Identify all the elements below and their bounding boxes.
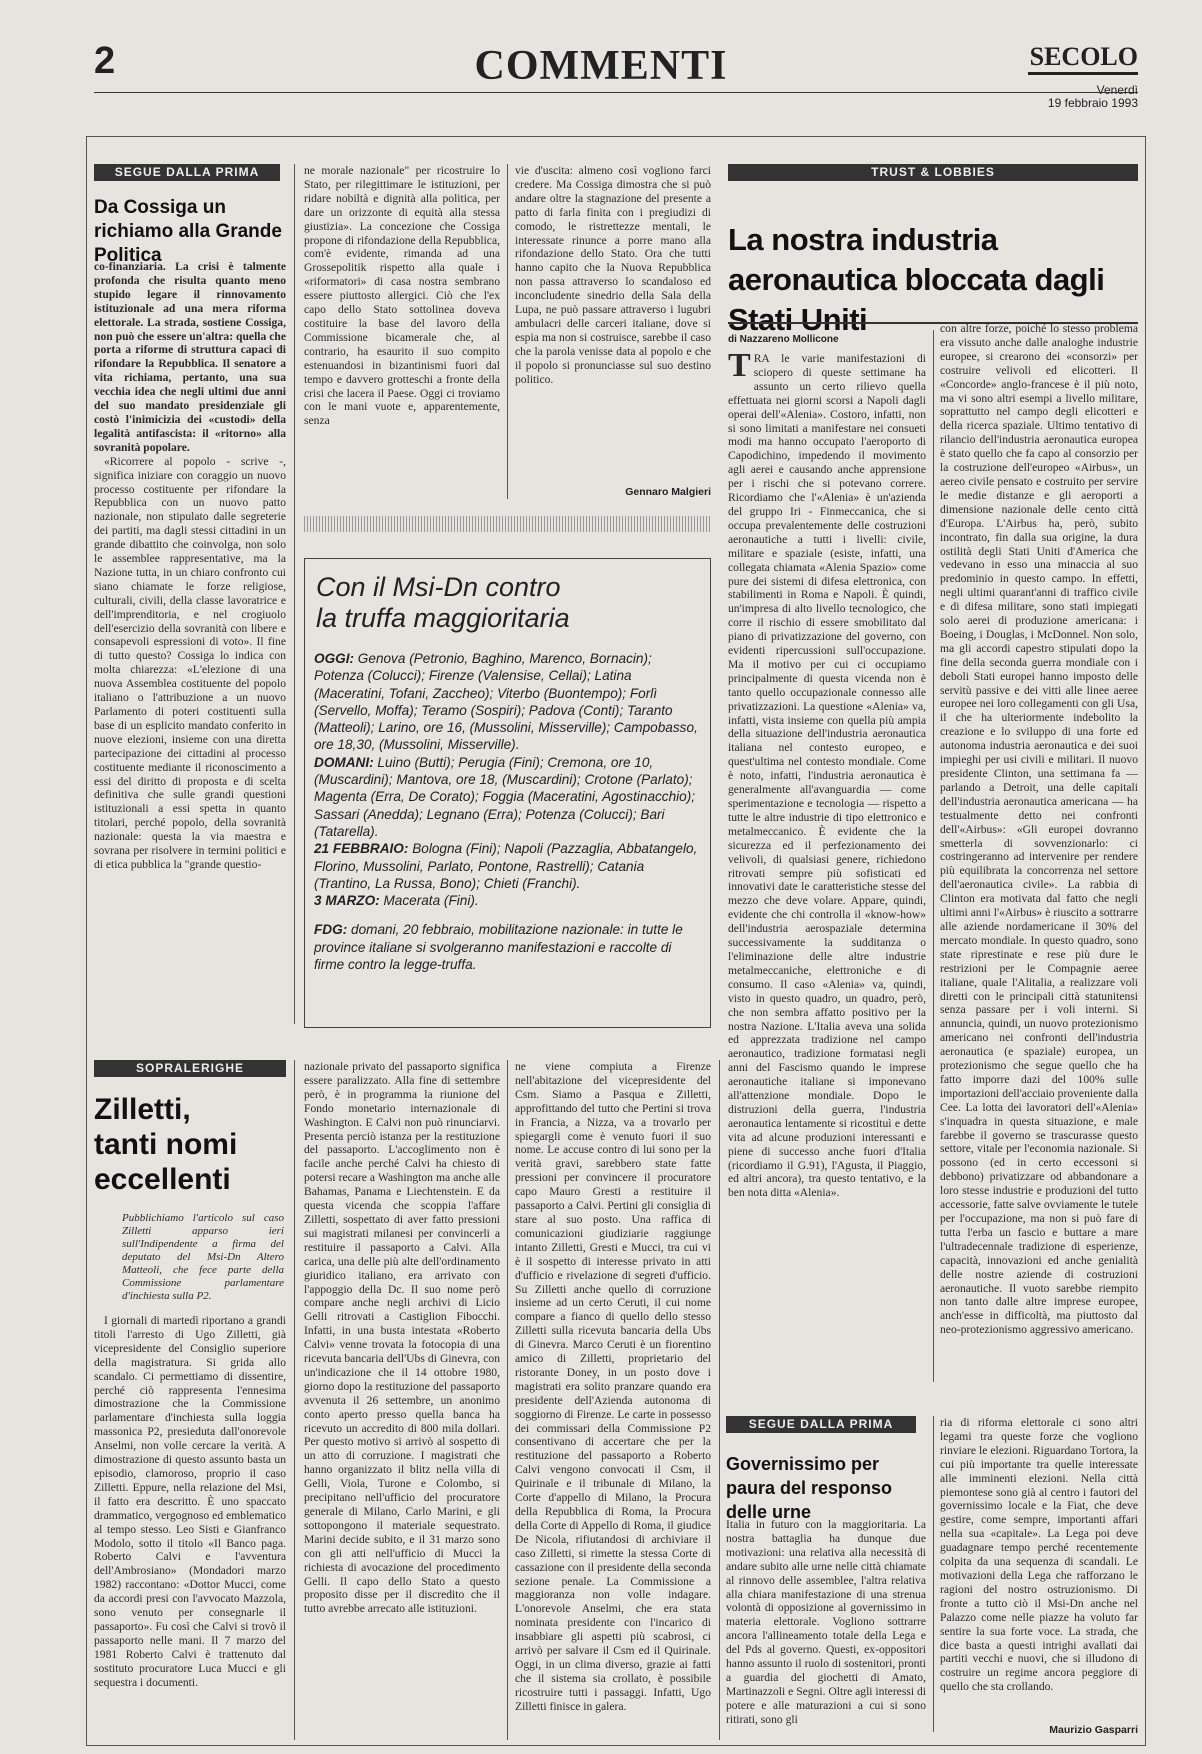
article3-body-2: nazionale privato del passaporto significa essere paralizzato. Alla fine di settembre però, è in programma la riunione del Fondo monetario internazionale di Washington. E Calvi non può rinunciarvi. Presenta perciò istanza per la restituzione del passaporto. L'accoglimento non è facile anche perché Calvi ha chiesto di potersi recare a Washington ma anche alle Bahamas, Panama e Liechtenstein. E da questa vicenda che scoppia l'affare Zilletti, sospettato di aver fatto pressioni sui magistrati milanesi per convincerli a restituire il passaporto a Calvi. Alla carica, una delle più alte dell'ordinamento giuridico italiano, era arrivato con l'appoggio della Dc. Il suo nome però compare anche negli archivi di Licio Gelli ritrovati a Castiglion Fibocchi. Infatti, in una busta intestata «Roberto Calvi» venne trovata la fotocopia di una ricevuta bancaria dell'Ubs di Ginevra, con un'indicazione che il 14 ottobre 1980, giorno dopo la restituzione del passaporto avvenuta il 26 settembre, un anonimo conto aperto presso quella banca ha ricevuto un accredito di 800 mila dollari. Per questo motivo si arrivò al sospetto di un atto di corruzione. I magistrati che hanno organizzato il blitz nella villa di Gelli, Viola, Turone e Colombo, si precipitano nell'ufficio del procuratore generale di Milano, Carlo Marini, e gli sottopongono il materiale sequestrato. Marini decide subito, e il 31 marzo sono con gli atti nell'ufficio di Mucci la richiesta di avocazione del procedimento Gelli. Il capo dello Stato a questo proposito disse per il discredito che il tutto avrebbe arrecato alle istituzioni.	[304, 1060, 500, 1616]
article3-column-3	[515, 1060, 711, 1740]
article4-body-2: ria di riforma elettorale ci sono altri legami tra queste forze che vogliono rinviare le elezioni. Riguardano Tortora, la cui più importante tra quelle interessate alle imminenti elezioni. Nella città piemontese sono già al centro i fautori del governissimo locale e la Fiat, che deve gestire, come sempre, importanti affari nella sua «capitale». La Lega poi deve guadagnare tempo perché recentemente colpita da una sequenza di scandali. Le motivazioni della Lega che rafforzano le ragioni del nostro ostruzionismo. Di fronte a tutto ciò il Msi-Dn anche nel Palazzo come nelle piazze ha voluto far sentire la sua forte voce. La strada, che dice basta a questi intrighi avallati dai partiti vecchi e nuovi, che si illudono di costruire un regime ancora peggiore di quello che sta crollando.	[940, 1416, 1138, 1694]
box-domani	[314, 754, 703, 840]
decorative-divider	[304, 516, 711, 532]
article1-signature: Gennaro Malgieri	[625, 486, 711, 498]
article1-lead: co-finanziaria. La crisi è talmente profonda che risulta quanto meno stupido legare il rinnovamento istituzionale ad una mera riforma elettorale. La strada, sostiene Cossiga, non può che essere un'altra: quella che porta a riforme di struttura capaci di rifondare la Repubblica. Il senatore a vita richiama, pertanto, una sua vecchia idea che negli ultimi due anni del suo mandato presidenziale gli costò l'inimicizia dei «custodi» della legalità antifascista: il «ritorno» alla sovranità popolare.	[94, 260, 286, 454]
page-number: 2	[94, 40, 116, 82]
box-title-line1: Con il Msi-Dn contro	[316, 572, 561, 602]
domani-text: Luino (Butti); Perugia (Fini); Cremona, ore 10, (Muscardini); Mantova, ore 18, (Muscardini); Crotone (Parlato); Magenta (Erra, De Corato); Foggia (Maceratini, Agostinacchio); Sassari (Anedda); Legnano (Erra); Potenza (Colucci); Bari (Tatarella).	[314, 754, 696, 839]
column-rule	[294, 164, 295, 1024]
article1-body-2: ne morale nazionale" per ricostruire lo Stato, per rilegittimare le istituzioni, per ridare nobiltà e dignità alla politica, per dare un orizzonte di equità alla stessa giustizia». La concezione che Cossiga propone di rifondazione della Repubblica, com'è evidente, rimanda ad una Grossepolitik rispetto alla quale i «riformatori» di casa nostra sembrano essere piuttosto allergici. Ciò che l'ex capo dello Stato sottolinea doveva costituire la base del lavoro della Commissione bicamerale che, al contrario, ha esaurito il suo compito estenuandosi in bizantinismi fuori dal tempo e davvero grotteschi a fronte della crisi che lacera il Paese. Oggi ci troviamo con le mani vuote e, apparentemente, senza	[304, 164, 500, 428]
issue-weekday: Venerdì	[1096, 83, 1138, 97]
article3-body-1: I giornali di martedì riportano a grandi titoli l'arresto di Ugo Zilletti, già vicepresidente del Consiglio superiore della magistratura. Si grida allo scandalo. Ci permettiamo di dissentire, perché ciò rappresenta l'ennesima dimostrazione che la Commissione parlamentare d'inchiesta sulla loggia massonica P2, presieduta dall'onorevole Anselmi, non volle cercare la verità. A dimostrazione di questo assunto basta un episodio, clamoroso, proprio il caso Zilletti. Eppure, nella relazione del Msi, il fatto era descritto. È uno spaccato drammatico, vergognoso ed emblematico al tempo stesso. Leo Sisti e Gianfranco Modolo, sotto il titolo «Il Banco paga. Roberto Calvi e l'avventura dell'Ambrosiano» (Mondadori marzo 1982) raccontano: «Dottor Mucci, come da accordi presi con l'avvocato Mazzola, sono venuto per consegnarle il passaporto». Fu così che Calvi si trovò il passaporto nelle mani. Il 7 marzo del 1981 Roberto Calvi è trattenuto dal sostituto procuratore Luca Mucci e gli sequestra i documenti.	[94, 1314, 286, 1689]
article1-column-2	[304, 164, 500, 499]
article3-title-line3: eccellenti	[94, 1163, 231, 1196]
article1-title: Da Cossiga un richiamo alla Grande Politica	[94, 197, 282, 266]
header-rule	[94, 92, 1138, 93]
oggi-label: OGGI:	[314, 651, 355, 666]
article3-body-3: ne viene compiuta a Firenze nell'abitazione del vicepresidente del Csm. Siamo a Pasqua e Zilletti, approfittando del tutto che Pertini si trova in Francia, a Nizza, va a trovarlo per spiegargli come è venuto fuori il suo nome. Le accuse contro di lui sono per la verità gravi, sarebbero state fatte pressioni per convincere il procuratore capo Mauro Gresti a restituire il passaporto a Calvi. Pertini gli consiglia di stare al suo posto. Una raffica di comunicazioni giudiziarie raggiunge intanto Zilletti, Gresti e Mucci, tra cui vi è il sospetto di interesse privato in atti d'ufficio e rivelazione di segreti d'ufficio. Su Zilletti anche quello di corruzione insieme ad un certo Ceruti, il cui nome compare a fianco di quello dello stesso Zilletti sulla ricevuta bancaria della Ubs di Ginevra. Marco Ceruti è un fiorentino amico di Zilletti, proprietario del ristorante Doney, in un posto dove i magistrati era solito pranzare quando era presidente dell'Azienda autonoma di soggiorno di Firenze. Le carte in possesso dei commissari della Commissione P2 consentivano di accertare che per la restituzione del passaporto a Roberto Calvi vengono convocati il Csm, il Quirinale e il tribunale di Milano, la Corte d'appello di Milano, la Procura della Repubblica di Roma, la Procura della Corte di Appello di Roma, il giudice De Nicola, rifiutandosi di archiviare il caso Zilletti, si rimette la stessa Corte di cassazione con il presidente della seconda sezione penale. La Commissione a maggioranza non volle indagare. L'onorevole Anselmi, che era stata nominata presidente con l'incarico di insabbiare gli aspetti più scabrosi, ci arrivò per salvare il Csm ed il Quirinale. Oggi, in un clima diverso, grazie ai fatti che il sistema sia crollato, è possibile ricostruire tutti i passaggi. Infatti, Ugo Zilletti finisce in galera.	[515, 1060, 711, 1713]
column-rule	[719, 1060, 720, 1740]
box-oggi	[314, 650, 703, 754]
fdg-text: domani, 20 febbraio, mobilitazione nazionale: in tutte le province italiane si svolgeranno manifestazioni e raccolte di firme contro la legge-truffa.	[314, 922, 683, 973]
feb21-text: Bologna (Fini); Napoli (Pazzaglia, Abbatangelo, Florino, Mussolini, Parlato, Pontone, Rastrelli); Catania (Trantino, La Russa, Bono); Chieti (Franchi).	[314, 841, 698, 891]
article2-column-2	[940, 322, 1138, 1398]
oggi-text: Genova (Petronio, Baghino, Marenco, Bornacin); Potenza (Colucci); Firenze (Valensise, Cellai); Latina (Maceratini, Tofani, Zaccheo); Viterbo (Buontempo); Forlì (Servello, Moffa); Teramo (Sospiri); Padova (Conti); Taranto (Matteoli); Larino, ore 16, (Mussolini, Misserville); Campobasso, ore 18,30, (Mussolini, Misserville).	[314, 651, 698, 753]
article1-kicker: SEGUE DALLA PRIMA	[94, 164, 280, 181]
article1-column-1	[94, 260, 286, 1024]
article4-title: Governissimo per paura del responso delle urne	[726, 1454, 893, 1522]
domani-label: DOMANI:	[314, 754, 374, 770]
box-3-marzo	[314, 892, 703, 909]
column-rule	[507, 1060, 508, 1740]
article4-kicker: SEGUE DALLA PRIMA	[726, 1416, 916, 1433]
feb21-label: 21 FEBBRAIO:	[314, 841, 409, 857]
newspaper-logo: SECOLO	[1028, 42, 1138, 75]
issue-date-text: 19 febbraio 1993	[1047, 96, 1138, 110]
article4-body-1: Italia in futuro con la maggioritaria. La nostra battaglia ha dunque due motivazioni: una relativa alla necessità di andare subito alle urne nelle città chiamate al rinnovo delle assemblee, l'altra relativa alla chiara manifestazione di una strenua volontà di opposizione al governissimo in materia elettorale. Vogliono sottrarre ancora l'allineamento totale della Lega e del Pds al governo. Questi, ex-oppositori hanno assunto il ruolo di sostenitori, pronti a guardia del giochetti di Amato, Martinazzoli e Segni. Oltre agli interessi di potere e alle maturazioni a cui si sono ritirati, sono gli	[726, 1518, 926, 1726]
article3-title-line2: tanti nomi	[94, 1128, 238, 1161]
article1-body-1: «Ricorrere al popolo - scrive -, significa iniziare con coraggio un nuovo processo costituente per rifondare la Repubblica con un nuovo patto nazionale, non stipulato dalle segreterie dei partiti, ma dagli stessi cittadini in un grande dibattito che coinvolga, non solo le assemblee rappresentative, ma la Nazione tutta, in un chiaro confronto cui siano chiamate le forze religiose, culturali, civili, della classe lavoratrice e dell'imprenditoria, e nel crogiuolo dell'esercizio della sovranità con libere e consapevoli espressioni di voto». Il fine di tutto questo? Cossiga lo indica con molta chiarezza: «L'elezione di una nuova Assemblea costituente del popolo italiano o l'attribuzione a un nuovo Parlamento di poteri costituenti sulla base di un esplicito mandato conferito in nuove elezioni, insieme con una diretta partecipazione dei cittadini al processo costituente mediante il riconoscimento a essi del diritto di proposta e di scelta definitiva che sulle grandi questioni istituzionali a essi spetta in quanto titolari, perché popolo, della sovranità nazionale: questa la via maestra e sovrana per risolvere in termini politici e di etica pubblica la "grande questio-	[94, 454, 286, 871]
article3-kicker: SOPRALERIGHE	[94, 1060, 286, 1077]
article2-kicker: TRUST & LOBBIES	[728, 164, 1138, 181]
box-title	[316, 572, 696, 634]
article1-body-3: vie d'uscita: almeno così vogliono farci credere. Ma Cossiga dimostra che si può andare oltre la stagnazione del presente a patto di farla finita con i pregiudizi di comodo, le ristrettezze mentali, le interessate rinunce a porre mano alla rifondazione dello Stato. Ora che tutti hanno capito che la Nuova Repubblica non passa attraverso lo scandaloso ed inconcludente sinedrio della Sala della Lupa, ne può passare attraverso i lugubri ambulacri delle carceri italiane, dove si espia ma non si costruisce, sarebbe il caso che la parola venisse data al popolo e che il popolo si pronunciasse sul suo destino politico.	[515, 164, 711, 386]
column-rule	[507, 164, 508, 499]
box-21-febbraio	[314, 840, 703, 892]
article2-body-2: con altre forze, poiché lo stesso problema era vissuto anche dalle analoghe industrie europee, si crearono dei «consorzi» per costruire velivoli ed elicotteri. Il «Concorde» anglo-francese è il più noto, ma vi sono altri esempi a livello militare, soprattutto nel campo degli elicotteri e della ricerca spaziale. Ultimo tentativo di rilancio dell'industria aeronautica europea è stato quello che fa capo al consorzio per la costruzione dell'europeo «Airbus», un aereo civile pensato e costruito per servire le medie distanze e gli aeroporti a dimensione nazionale delle cento città d'Europa. L'Airbus ha, però, subito incontrato, fin dalla sua origine, la dura ostilità degli Stati Uniti d'America che vedevano in esso una minaccia al suo predominio in questo campo. In effetti, negli ultimi quarant'anni di traffico civile e di difesa militare, sono stati impiegati solo aerei di produzione americana: i Boeing, i Douglas, i McDonnel. Non solo, ma gli accordi capestro stipulati dopo la fine della seconda guerra mondiale con i deboli Stati europei hanno imposto delle servitù passive e dei vitti alle linee aeree europee nei loro collegamenti con gli Usa, il che ha ulteriormente indebolito la creazione e lo sviluppo di una forte ed autonoma industria aeronautica e dei suoi impieghi per usi civili e militari. Il nuovo presidente Clinton, una settimana fa — parlando a Detroit, una delle capitali dell'industria aeronautica americana — ha testualmente detto nei confronti dell'«Airbus»: «Gli europei dovranno smetterla di sovvenzionarlo: ci costringeranno ad intervenire per rendere più equilibrata la concorrenza nel settore dell'aeronautica civile». La rabbia di Clinton era motivata dal fatto che negli ultimi anni l'«Airbus» è riuscito a sottrarre alle aziende nordamericane il 30% del mercato mondiale. In questo quadro, sono state riprestinate e rese più dure le restrizioni per le Compagnie aeree italiane, quale l'Alitalia, a realizzare voli diretti con le principali città statunitensi senza passare per i voli interni. Si annuncia, quindi, un nuovo protezionismo americano nei confronti dell'industria aeronautica (e spaziale) europea, un protezionismo che segue quello che ha fatto imporre dazi del 100% sulle importazioni dell'acciaio proveniente dalla Cee. La lotta dei lavoratori dell'«Alenia» s'inquadra in questa situazione, e male farebbe il governo se trascurasse questo settore, vitale per l'economia nazionale. Si possono (ed in certo eccessoni si debbono) privatizzare od abbandonare a loro stesse industrie e produzioni del tutto accessorie, fatte salve ovviamente le tutele per l'occupazione, ma non si può fare di tutta l'erba un fascio e buttare a mare l'ultradecennale tradizione di esperienze, capacità, innovazioni ed anche genialità delle nostre aziende di costruzioni aeronautiche. Il vuoto sarebbe riempito non tanto dalle altre imprese europee, anch'esse in difficoltà, ma piuttosto dal neo-protezionismo aggressivo americano.	[940, 322, 1138, 1337]
article3-column-1	[94, 1314, 286, 1740]
article2-dropcap: T	[728, 352, 751, 384]
issue-date	[1000, 84, 1138, 110]
article3-column-2	[304, 1060, 500, 1740]
section-title: COMMENTI	[474, 43, 728, 89]
article2-body-1: RA le varie manifestazioni di sciopero di queste settimane ha assunto un certo rilievo quella effettuata nei giorni scorsi a Napoli dagli operai dell'«Alenia». Costoro, infatti, non si sono limitati a manifestare nei consueti modi ma hanno occupato l'aeroporto di Capodichino, impedendo il movimento agli aerei e causando anche apprensione per i rischi che si potevano correre. Ricordiamo che l'«Alenia» è un'azienda del gruppo Iri - Finmeccanica, che si occupa prevalentemente delle costruzioni aeronautiche a tutti i livelli: civile, militare e spaziale (esiste, infatti, una collegata chiamata «Alenia Spazio» come pure dei sistemi di difesa elettronica, con stabilimenti in Roma e Napoli. È quindi, un'impresa di alto livello tecnologico, che corre il rischio di essere smobilitato dal piano di privatizzazione del governo, con evidenti ripercussioni sull'occupazione. Ma il motivo per cui ci occupiamo principalmente di questa vicenda non è tanto quello occupazionale connesso alle privatizzazioni. La questione «Alenia» va, infatti, vista insieme con quella più ampia della situazione dell'industria aeronautica italiana nel contesto europeo, e quest'ultima nel contesto mondiale. Come è noto, infatti, l'industria aeronautica è generalmente all'avanguardia — come sperimentazione e tecnologia — rispetto a tutte le altre industrie di tipo elettronico e metalmeccanico. È evidente che la sicurezza ed il perfezionamento dei velivoli, di qualsiasi genere, richiedono ritrovati sempre più sofisticati ed innovativi date le caratteristiche stesse del mezzo che deve volare. Appare, quindi, evidente che chi controlla il «know-how» dell'industria aerospaziale determina successivamente la sudditanza o l'eliminazione delle altre industrie metalmeccaniche, elettroniche e di consumo. Il caso «Alenia» va, quindi, visto in questo quadro, un quadro, però, che non sembra affatto positivo per la nostra Nazione. L'Italia aveva una solida ed apprezzata tradizione nel campo aeronautico, tradizione formatasi negli anni del Fascismo quando le imprese aeronautiche italiane si imponevano all'attenzione mondiale. Dopo le distruzioni della guerra, l'industria aeronautica lentamente si ricostituì e dette vita ad alcune produzioni interessanti e piene di successo anche fuori d'Italia (ricordiamo il G.91), l'Agusta, il Piaggio, ed altri ancora), tra questo tentativo, e la ben nota ditta «Alenia».	[728, 352, 926, 1200]
article1-column-3	[515, 164, 711, 466]
fdg-label: FDG:	[314, 922, 348, 938]
article4-signature: Maurizio Gasparri	[1049, 1724, 1138, 1736]
article4-column-2	[940, 1416, 1138, 1716]
column-rule	[933, 330, 934, 1382]
article4-column-1	[726, 1518, 926, 1730]
box-fdg	[314, 921, 703, 973]
article3-title	[94, 1092, 286, 1197]
box-title-line2: la truffa maggioritaria	[316, 603, 570, 633]
box-schedule	[314, 650, 703, 1020]
column-rule	[933, 1416, 934, 1732]
mar3-text: Macerata (Fini).	[379, 893, 479, 909]
column-rule	[294, 1060, 295, 1740]
article3-intro: Pubblichiamo l'articolo sul caso Zilletti apparso ieri sull'Indipendente a firma del deputato del Msi-Dn Altero Matteoli, che fece parte della Commissione parlamentare d'inchiesta sulla P2.	[122, 1212, 284, 1302]
article3-title-line1: Zilletti,	[94, 1093, 191, 1126]
article2-title: La nostra industria aeronautica bloccata dagli Stati Uniti	[728, 222, 1105, 337]
mar3-label: 3 MARZO:	[314, 893, 380, 909]
article2-column-1	[728, 352, 926, 1352]
article2-byline: di Nazzareno Mollicone	[728, 334, 839, 345]
